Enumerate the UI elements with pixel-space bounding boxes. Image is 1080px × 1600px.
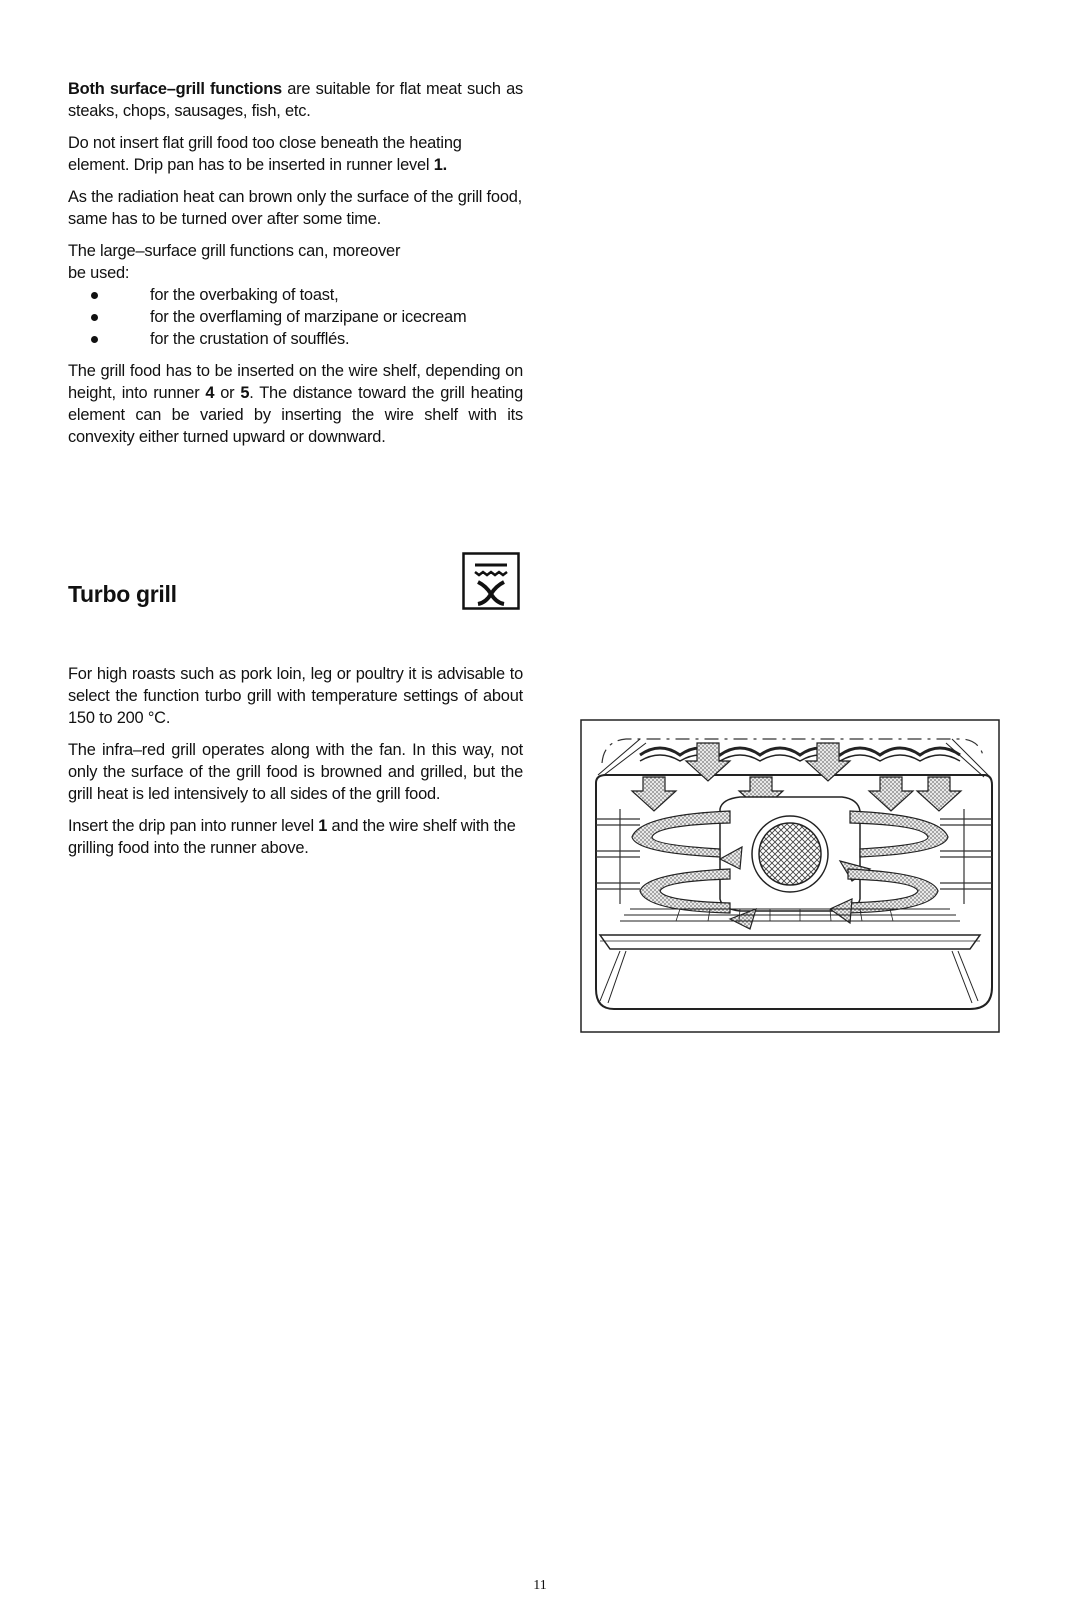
intro-p5-text-b: or <box>214 384 241 402</box>
intro-paragraph-4 <box>68 240 523 284</box>
section-heading: Turbo grill <box>68 581 177 607</box>
turbo-paragraph-2: The infra–red grill operates along with the fan. In this way, not only the surface of the grill food is browned and grilled, but the grill heat is led intensively to all sides of the grill food. <box>68 741 523 803</box>
uses-list <box>68 284 523 350</box>
turbo-p3-text-a: Insert the drip pan into runner level <box>68 817 319 835</box>
intro-section <box>68 78 523 458</box>
turbo-section <box>68 663 523 869</box>
intro-p4-line1: The large–surface grill functions can, moreover <box>68 242 401 260</box>
runner-4: 4 <box>205 384 215 402</box>
oven-airflow-diagram-icon <box>580 719 1000 1038</box>
intro-p5-text-c: . The distance toward the grill heating element can be varied by inserting the wire shelf with its convexity either turned upward or downward. <box>68 384 524 446</box>
runner-5: 5 <box>240 384 250 402</box>
intro-p2-text: Do not insert flat grill food too close beneath the heating element. Drip pan has to be inserted in runner level <box>68 134 462 174</box>
intro-p5-text-a: The grill food has to be inserted on the wire shelf, depending on height, into runner <box>68 362 523 402</box>
page-number: 11 <box>533 1578 547 1593</box>
list-item: for the crustation of soufflés. <box>68 328 523 350</box>
intro-paragraph-2 <box>68 132 523 176</box>
intro-paragraph-3: As the radiation heat can brown only the surface of the grill food, same has to be turned over after some time. <box>68 188 523 228</box>
turbo-grill-symbol-icon <box>462 552 520 615</box>
intro-p4-line2: be used: <box>68 264 130 282</box>
intro-bold-lead: Both surface–grill functions <box>68 80 282 98</box>
runner-level-1: 1. <box>433 156 447 174</box>
runner-level-1b: 1 <box>318 817 328 835</box>
list-item: for the overflaming of marzipane or icecream <box>68 306 523 328</box>
intro-paragraph-5 <box>68 360 523 448</box>
intro-p1-text: are suitable for flat meat such as steaks, chops, sausages, fish, etc. <box>68 80 523 120</box>
list-item: for the overbaking of toast, <box>68 284 523 306</box>
turbo-p3-text-b: and the wire shelf with the grilling food into the runner above. <box>68 817 516 857</box>
intro-paragraph-1 <box>68 78 523 122</box>
turbo-paragraph-1: For high roasts such as pork loin, leg or poultry it is advisable to select the function turbo grill with temperature settings of about 150 to 200 °C. <box>68 665 523 727</box>
turbo-paragraph-3 <box>68 815 523 859</box>
